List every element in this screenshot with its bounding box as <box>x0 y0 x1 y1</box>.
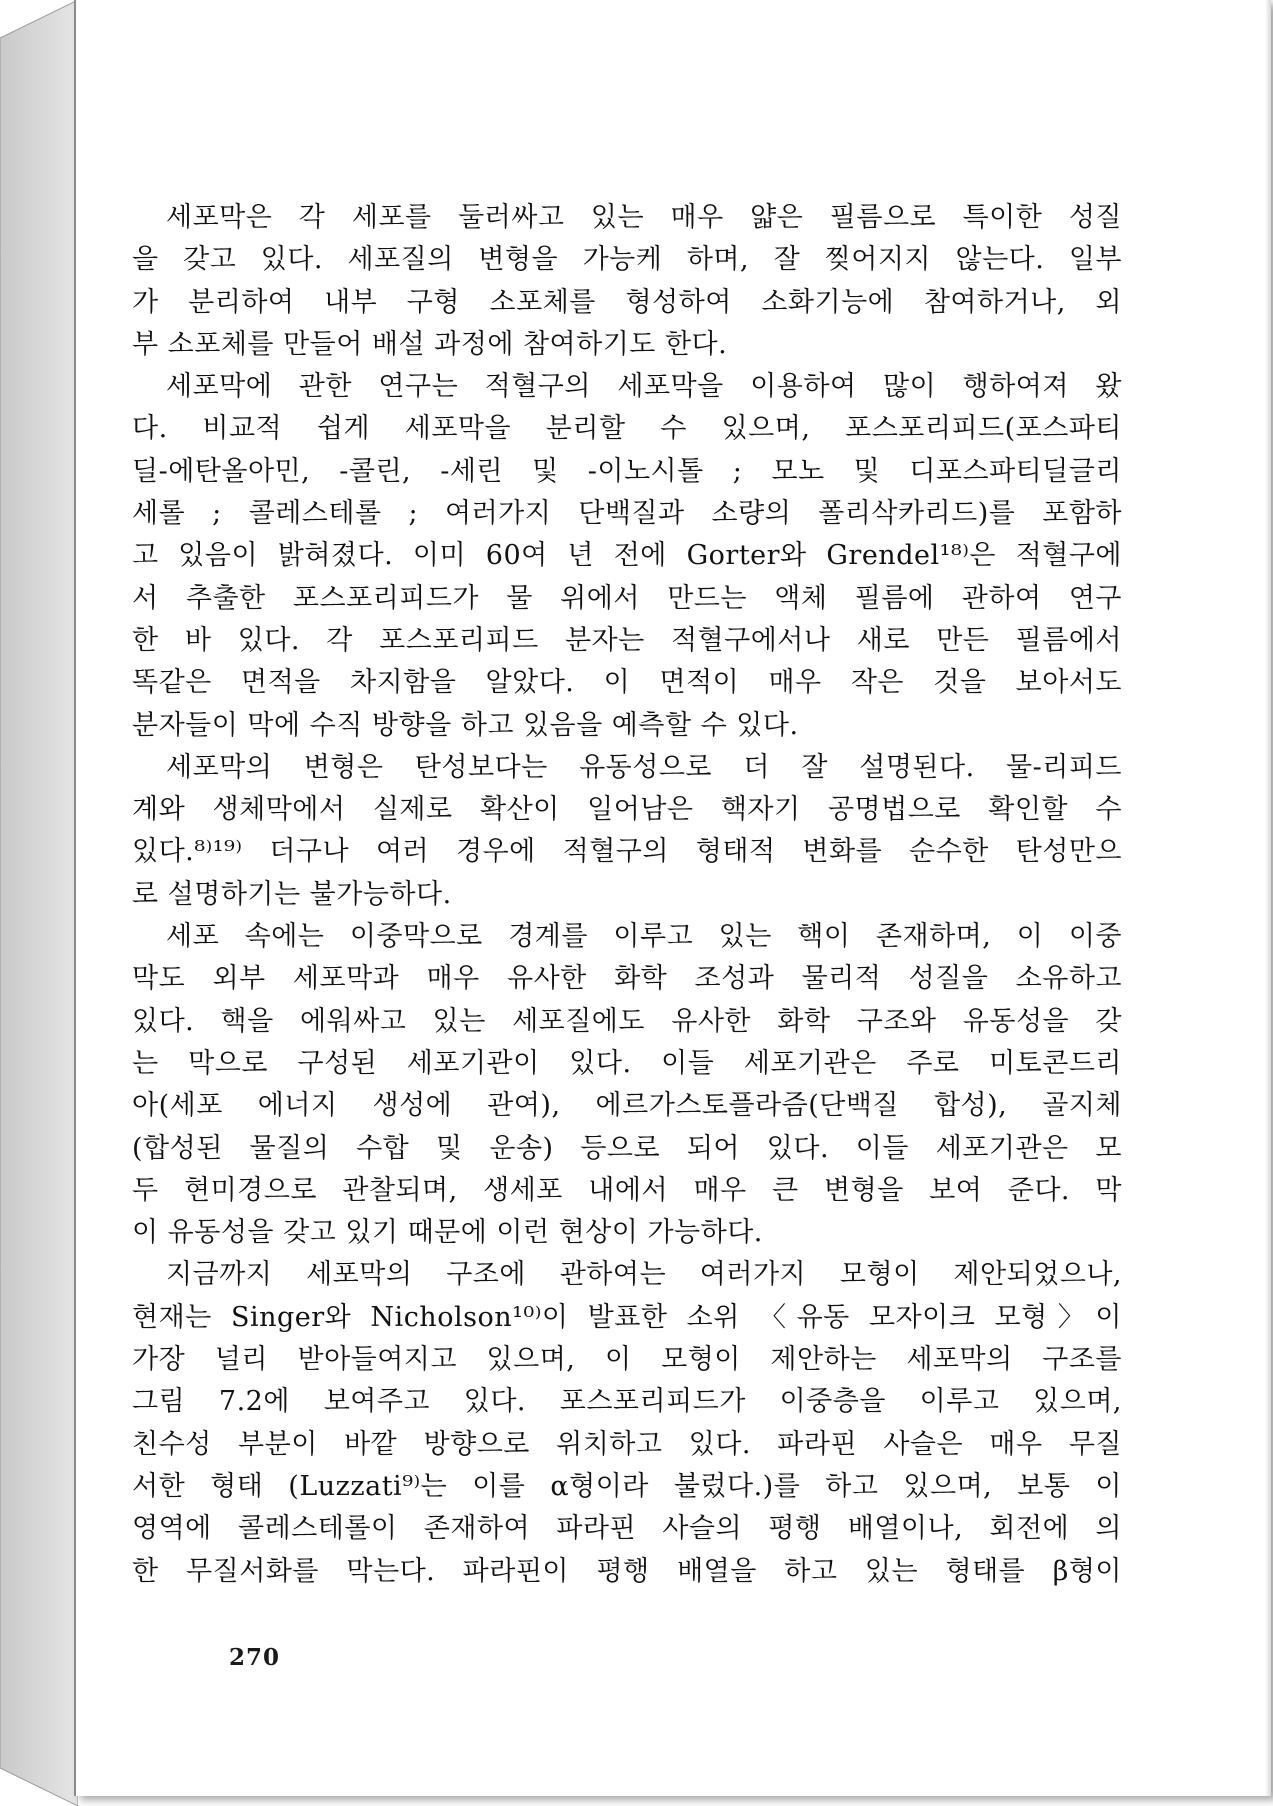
text-line: 세포막의 변형은 탄성보다는 유동성으로 더 잘 설명된다. 물-리피드 <box>166 751 1122 783</box>
text-line: 있다. 핵을 에워싸고 있는 세포질에도 유사한 화학 구조와 유동성을 갖 <box>132 1005 1122 1037</box>
text-line: 한 무질서화를 막는다. 파라핀이 평행 배열을 하고 있는 형태를 β형이 <box>132 1555 1122 1587</box>
paragraph-erythrocyte-research <box>132 366 1122 747</box>
text-line: 고 있음이 밝혀졌다. 이미 60여 년 전에 Gorter와 Grendel¹⁸⁾은 적혈구에 <box>132 540 1122 572</box>
paragraph-cell-membrane-properties <box>132 197 1122 366</box>
text-line: 세포막은 각 세포를 둘러싸고 있는 매우 얇은 필름으로 특이한 성질 <box>166 202 1122 233</box>
text-line: 는 막으로 구성된 세포기관이 있다. 이들 세포기관은 주로 미토콘드리 <box>132 1047 1122 1079</box>
page-number: 270 <box>229 1644 281 1671</box>
book-spine <box>0 0 78 1806</box>
body-text <box>132 197 1122 1593</box>
text-line: 딜-에탄올아민, -콜린, -세린 및 -이노시톨 ; 모노 및 디포스파티딜글리 <box>132 455 1122 487</box>
text-line: 친수성 부분이 바깥 방향으로 위치하고 있다. 파라핀 사슬은 매우 무질 <box>132 1428 1122 1460</box>
text-line: 아(세포 에너지 생성에 관여), 에르가스토플라즘(단백질 합성), 골지체 <box>132 1090 1122 1122</box>
text-line: 계와 생체막에서 실제로 확산이 일어남은 핵자기 공명법으로 확인할 수 <box>132 794 1122 826</box>
paragraph-membrane-fluidity <box>132 747 1122 916</box>
paragraph-organelles <box>132 916 1122 1254</box>
text-line: 현재는 Singer와 Nicholson¹⁰⁾이 발표한 소위 〈유동 모자이크 모형〉이 <box>132 1301 1122 1333</box>
text-line: 지금까지 세포막의 구조에 관하여는 여러가지 모형이 제안되었으나, <box>166 1259 1122 1291</box>
text-line: 다. 비교적 쉽게 세포막을 분리할 수 있으며, 포스포리피드(포스파티 <box>132 413 1122 445</box>
text-line: 가장 널리 받아들여지고 있으며, 이 모형이 제안하는 세포막의 구조를 <box>132 1344 1122 1376</box>
text-line: 있다.⁸⁾¹⁹⁾ 더구나 여러 경우에 적혈구의 형태적 변화를 순수한 탄성만으 <box>132 836 1122 868</box>
text-line: 한 바 있다. 각 포스포리피드 분자는 적혈구에서나 새로 만든 필름에서 <box>132 624 1122 656</box>
text-line: 영역에 콜레스테롤이 존재하여 파라핀 사슬의 평행 배열이나, 회전에 의 <box>132 1513 1122 1545</box>
text-line: 서 추출한 포스포리피드가 물 위에서 만드는 액체 필름에 관하여 연구 <box>132 582 1122 614</box>
text-line: 분자들이 막에 수직 방향을 하고 있음을 예측할 수 있다. <box>132 709 799 741</box>
text-line: 부 소포체를 만들어 배설 과정에 참여하기도 한다. <box>132 328 728 360</box>
text-line: 세롤 ; 콜레스테롤 ; 여러가지 단백질과 소량의 폴리삭카리드)를 포함하 <box>132 498 1122 530</box>
text-line: 서한 형태 (Luzzati⁹⁾는 이를 α형이라 불렀다.)를 하고 있으며, 보통 이 <box>132 1470 1122 1502</box>
text-line: 을 갖고 있다. 세포질의 변형을 가능케 하며, 잘 찢어지지 않는다. 일부 <box>132 244 1122 276</box>
text-line: 세포 속에는 이중막으로 경계를 이루고 있는 핵이 존재하며, 이 이중 <box>166 921 1122 953</box>
text-line: 똑같은 면적을 차지함을 알았다. 이 면적이 매우 작은 것을 보아서도 <box>132 667 1122 699</box>
text-line: 두 현미경으로 관찰되며, 생세포 내에서 매우 큰 변형을 보여 준다. 막 <box>132 1174 1123 1206</box>
page-edge <box>1265 0 1271 1796</box>
text-line: 로 설명하기는 불가능하다. <box>132 878 452 910</box>
paragraph-fluid-mosaic-model <box>132 1254 1122 1592</box>
text-line: 그림 7.2에 보여주고 있다. 포스포리피드가 이중층을 이루고 있으며, <box>132 1386 1122 1418</box>
text-line: 이 유동성을 갖고 있기 때문에 이런 현상이 가능하다. <box>132 1217 763 1249</box>
text-line: 막도 외부 세포막과 매우 유사한 화학 조성과 물리적 성질을 소유하고 <box>132 963 1122 995</box>
text-line: 세포막에 관한 연구는 적혈구의 세포막을 이용하여 많이 행하여져 왔 <box>166 371 1122 403</box>
text-line: 가 분리하여 내부 구형 소포체를 형성하여 소화기능에 참여하거나, 외 <box>132 286 1122 318</box>
text-line: (합성된 물질의 수합 및 운송) 등으로 되어 있다. 이들 세포기관은 모 <box>132 1132 1122 1164</box>
